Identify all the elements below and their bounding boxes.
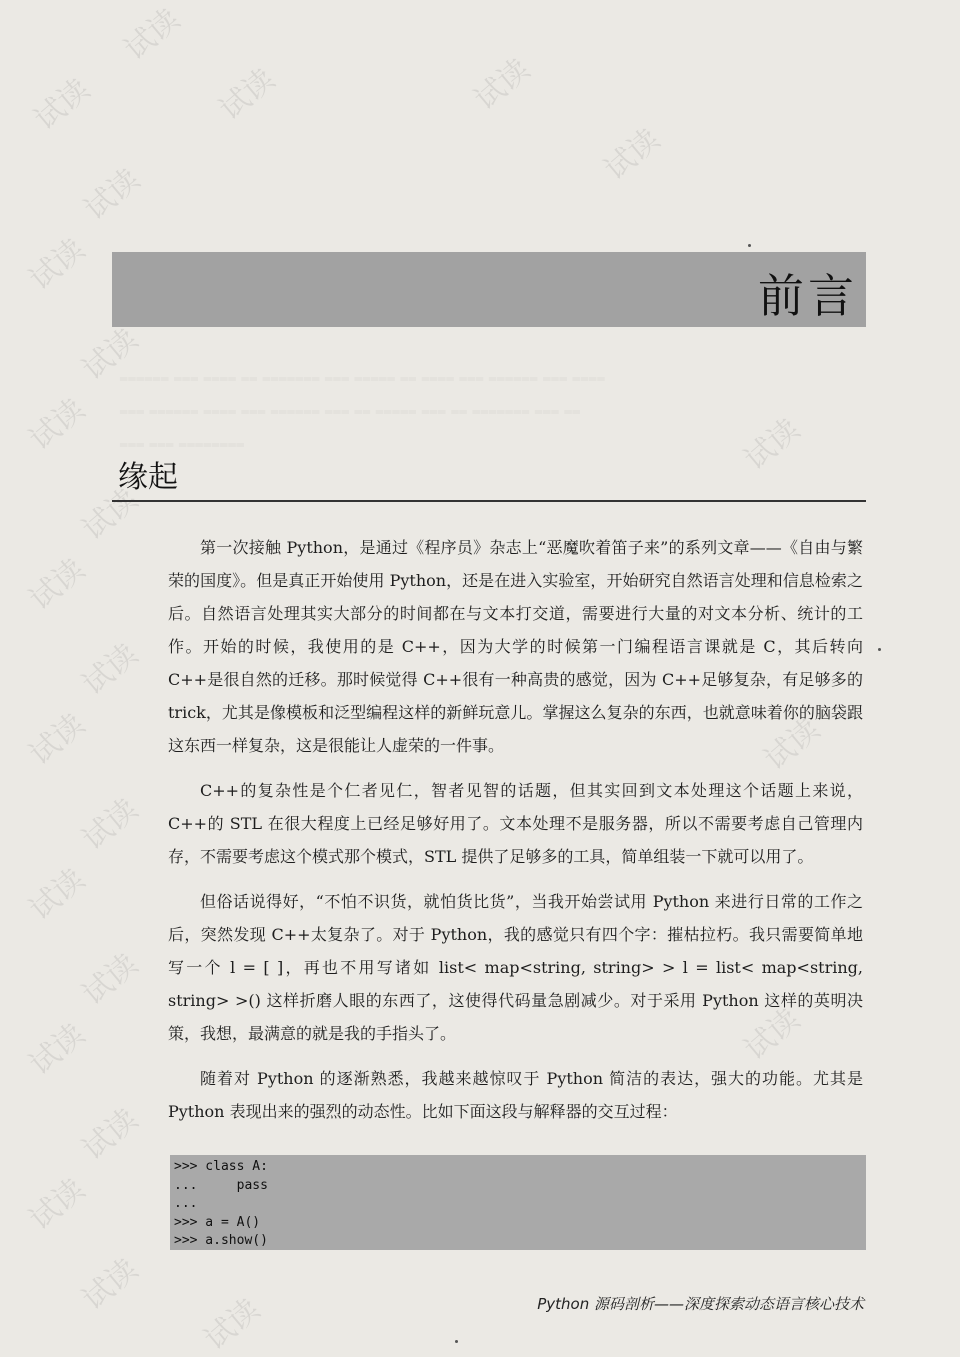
bleed-through-line: ══════ ═══ ════ ══ ═══════ ═══ ═════ ══ ════ ═══ ══════ ═══ ════ [120,372,606,386]
watermark: 试读 [23,1171,92,1238]
watermark: 试读 [78,161,147,228]
code-block: >>> class A: ... pass ... >>> a = A() >>> a.show() [170,1155,866,1250]
watermark: 试读 [198,1291,267,1357]
watermark: 试读 [758,711,827,778]
watermark: 试读 [738,411,807,478]
watermark: 试读 [76,636,145,703]
watermark: 试读 [28,71,97,138]
watermark: 试读 [76,946,145,1013]
bleed-through-line: ═══ ══════ ════ ═══ ══════ ═══ ══ ═════ ═══ ══ ═══════ ═══ ══ [120,405,581,419]
section-divider [112,500,866,502]
bleed-through-line: ═══ ═══ ════════ [120,438,245,452]
paragraph: 第一次接触 Python，是通过《程序员》杂志上“恶魔吹着笛子来”的系列文章——《自由与繁荣的国度》。但是真正开始使用 Python，还是在进入实验室，开始研究自然语言处理和信息检索之后。自然语言处理其实大部分的时间都在与文本打交道，需要进行大量的对文本分析、统计的工作。开始的时候，我使用的是 C++，因为大学的时候第一门编程语言课就是 C，其后转向 C++是很自然的迁移。那时候觉得 C++很有一种高贵的感觉，因为 C++足够复杂，有足够多的 trick，尤其是像模板和泛型编程这样的新鲜玩意儿。掌握这么复杂的东西，也就意味着你的脑袋跟这东西一样复杂，这是很能让人虚荣的一件事。 [168,538,863,755]
watermark: 试读 [76,481,145,548]
watermark: 试读 [118,1,187,68]
speck [878,648,881,651]
watermark: 试读 [23,706,92,773]
chapter-header-band [112,252,866,327]
watermark: 试读 [23,861,92,928]
watermark: 试读 [23,1016,92,1083]
watermark: 试读 [738,1001,807,1068]
watermark: 试读 [76,1101,145,1168]
watermark: 试读 [76,1251,145,1318]
page-footer: Python 源码剖析——深度探索动态语言核心技术 [537,1295,864,1313]
paragraph: 随着对 Python 的逐渐熟悉，我越来越惊叹于 Python 简洁的表达，强大的功能。尤其是 Python 表现出来的强烈的动态性。比如下面这段与解释器的交互过程： [168,1069,863,1121]
watermark: 试读 [213,61,282,128]
watermark: 试读 [23,551,92,618]
watermark: 试读 [23,391,92,458]
watermark: 试读 [598,121,667,188]
watermark: 试读 [76,791,145,858]
watermark: 试读 [76,321,145,388]
watermark: 试读 [468,51,537,118]
speck [748,244,751,247]
paragraph: 但俗话说得好，“不怕不识货，就怕货比货”，当我开始尝试用 Python 来进行日常的工作之后，突然发现 C++太复杂了。对于 Python，我的感觉只有四个字：摧枯拉朽。我只需要简单地写一个 l = [ ]，再也不用写诸如 list< map<string, string> > l = list< map<string, string> >() 这样折磨人眼的东西了，这使得代码量急剧减少。对于采用 Python 这样的英明决策，我想，最满意的就是我的手指头了。 [168,892,863,1043]
paragraph: C++的复杂性是个仁者见仁，智者见智的话题，但其实回到文本处理这个话题上来说，C++的 STL 在很大程度上已经足够好用了。文本处理不是服务器，所以不需要考虑自己管理内存，不需要考虑这个模式那个模式，STL 提供了足够多的工具，简单组装一下就可以用了。 [168,781,863,866]
speck [455,1340,458,1343]
chapter-title: 前言 [758,269,858,323]
body-text [168,531,863,1140]
section-title: 缘起 [118,460,178,495]
watermark: 试读 [23,231,92,298]
